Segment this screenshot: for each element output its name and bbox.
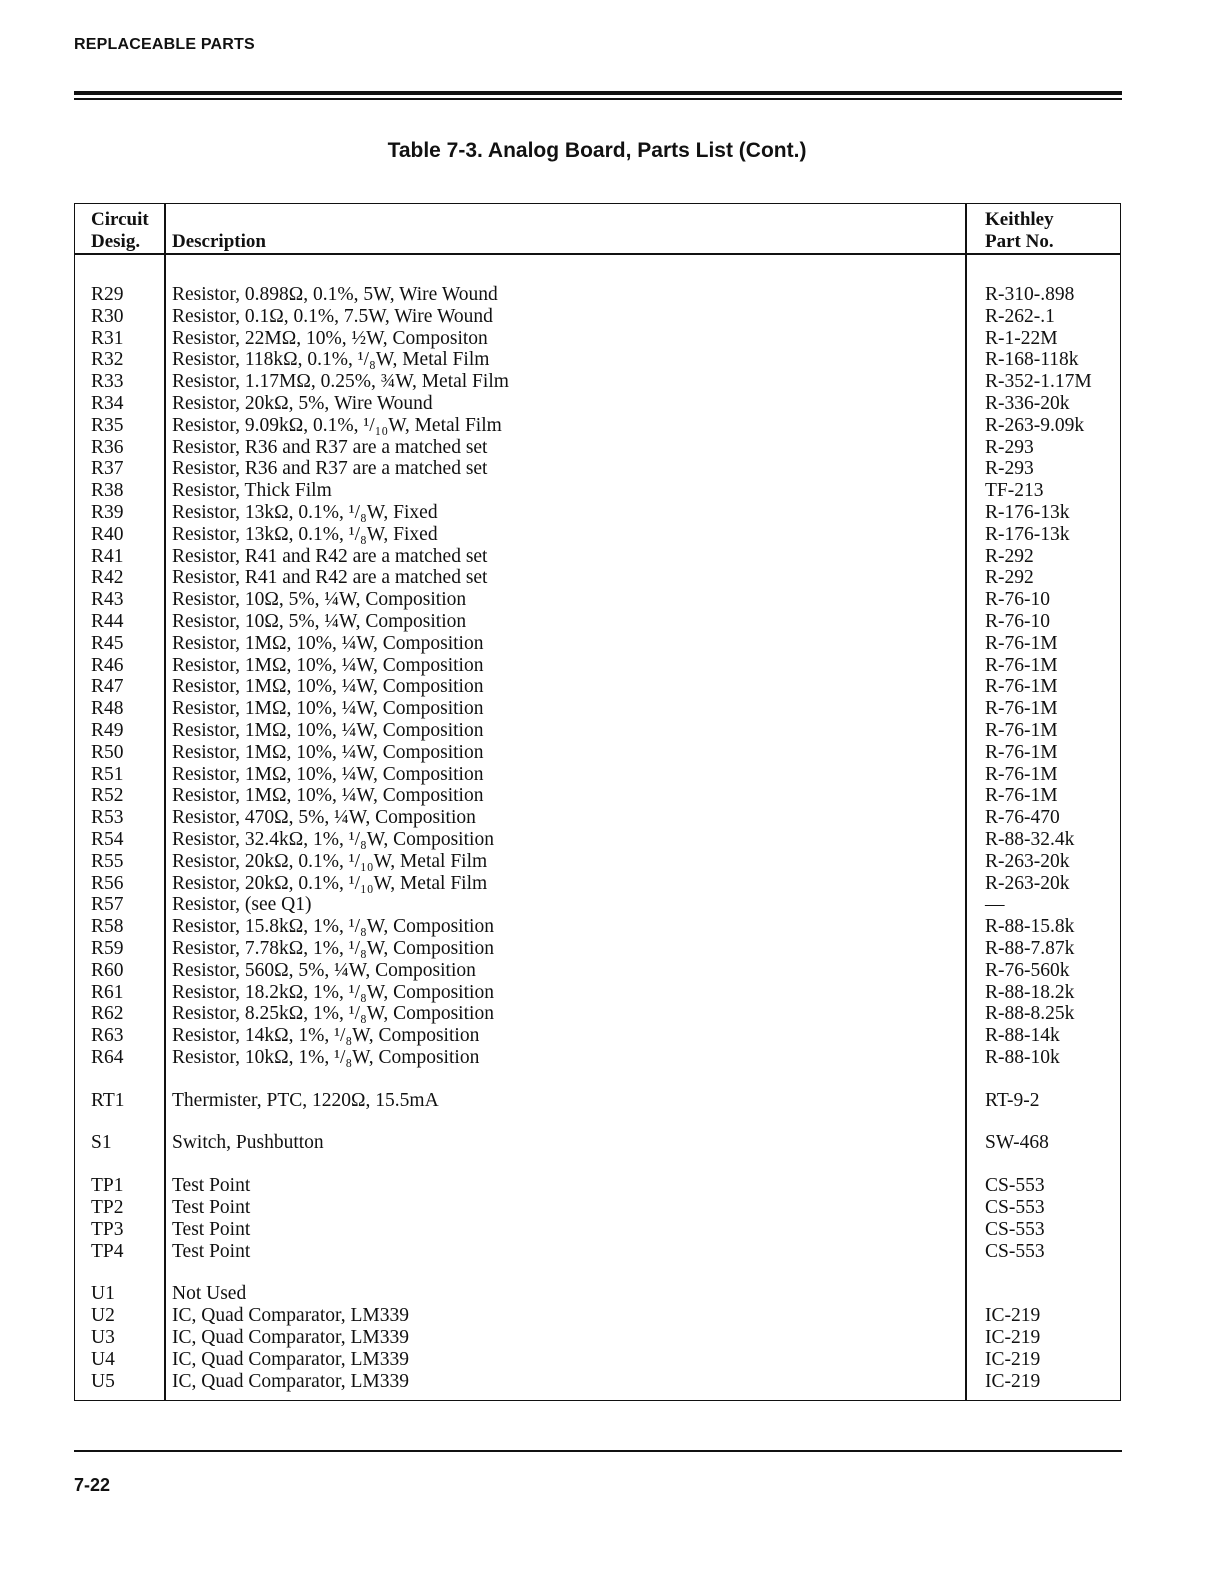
part-number: R-88-18.2k bbox=[985, 981, 1075, 1003]
table-row bbox=[75, 829, 1120, 851]
part-description: Resistor, 13kΩ, 0.1%, ¹/₈W, Fixed bbox=[172, 501, 438, 523]
part-number: R-263-20k bbox=[985, 850, 1070, 872]
table-row bbox=[75, 655, 1120, 677]
part-number: R-176-13k bbox=[985, 501, 1070, 523]
circuit-designator: R45 bbox=[91, 632, 124, 654]
page-number: 7-22 bbox=[74, 1475, 111, 1495]
part-number: CS-553 bbox=[985, 1197, 1045, 1219]
circuit-designator: R30 bbox=[91, 305, 124, 327]
part-number: R-76-10 bbox=[985, 589, 1050, 611]
part-number: SW-468 bbox=[985, 1132, 1049, 1154]
part-number: R-263-20k bbox=[985, 872, 1070, 894]
circuit-designator: R33 bbox=[91, 371, 124, 393]
circuit-designator: R60 bbox=[91, 959, 124, 981]
table-row bbox=[75, 916, 1120, 938]
table-row bbox=[75, 502, 1120, 524]
table-row bbox=[75, 851, 1120, 873]
part-description: Resistor, 20kΩ, 5%, Wire Wound bbox=[172, 392, 433, 414]
part-number: R-76-1M bbox=[985, 785, 1058, 807]
table-row bbox=[75, 1327, 1120, 1349]
part-description: Thermister, PTC, 1220Ω, 15.5mA bbox=[172, 1089, 439, 1111]
part-number: R-352-1.17M bbox=[985, 371, 1092, 393]
part-number: IC-219 bbox=[985, 1348, 1041, 1370]
circuit-designator: R44 bbox=[91, 610, 124, 632]
part-description: Resistor, 470Ω, 5%, ¼W, Composition bbox=[172, 807, 476, 829]
header-rule-thick bbox=[74, 91, 1122, 95]
part-number: — bbox=[985, 894, 1005, 916]
table-row bbox=[75, 720, 1120, 742]
part-description: Test Point bbox=[172, 1175, 251, 1197]
table-row bbox=[75, 894, 1120, 916]
part-number: R-336-20k bbox=[985, 392, 1070, 414]
part-number: R-168-118k bbox=[985, 349, 1079, 371]
circuit-designator: R62 bbox=[91, 1003, 124, 1025]
circuit-designator: R32 bbox=[91, 349, 124, 371]
part-number: R-88-7.87k bbox=[985, 937, 1075, 959]
part-number: RT-9-2 bbox=[985, 1089, 1040, 1111]
part-description: Resistor, 15.8kΩ, 1%, ¹/₈W, Composition bbox=[172, 916, 494, 938]
table-row bbox=[75, 676, 1120, 698]
table-row bbox=[75, 567, 1120, 589]
circuit-designator: R58 bbox=[91, 916, 124, 938]
table-row bbox=[75, 524, 1120, 546]
table-row bbox=[75, 960, 1120, 982]
circuit-designator: R47 bbox=[91, 676, 124, 698]
circuit-designator: R56 bbox=[91, 872, 124, 894]
part-description: Resistor, 9.09kΩ, 0.1%, ¹/₁₀W, Metal Film bbox=[172, 414, 502, 436]
part-description: Resistor, 10Ω, 5%, ¼W, Composition bbox=[172, 589, 467, 611]
part-number: R-310-.898 bbox=[985, 284, 1075, 305]
part-description: Resistor, 18.2kΩ, 1%, ¹/₈W, Composition bbox=[172, 981, 494, 1003]
part-description: IC, Quad Comparator, LM339 bbox=[172, 1305, 409, 1327]
column-header-part bbox=[985, 209, 1054, 253]
circuit-designator: R48 bbox=[91, 698, 124, 720]
part-description: Resistor, 0.898Ω, 0.1%, 5W, Wire Wound bbox=[172, 284, 498, 305]
part-description: Resistor, R36 and R37 are a matched set bbox=[172, 436, 488, 458]
part-description: Resistor, 1MΩ, 10%, ¼W, Composition bbox=[172, 654, 484, 676]
part-description: Resistor, 8.25kΩ, 1%, ¹/₈W, Composition bbox=[172, 1003, 494, 1025]
part-description: IC, Quad Comparator, LM339 bbox=[172, 1348, 409, 1370]
part-number: R-1-22M bbox=[985, 327, 1058, 349]
circuit-designator: R52 bbox=[91, 785, 124, 807]
circuit-designator: R29 bbox=[91, 284, 124, 305]
table-row bbox=[75, 458, 1120, 480]
part-description: Resistor, 1.17MΩ, 0.25%, ¾W, Metal Film bbox=[172, 371, 509, 393]
part-number: CS-553 bbox=[985, 1218, 1045, 1240]
table-row bbox=[75, 284, 1120, 306]
part-description: Resistor, 1MΩ, 10%, ¼W, Composition bbox=[172, 698, 484, 720]
table-row bbox=[75, 873, 1120, 895]
header-divider bbox=[75, 253, 1120, 255]
part-number: TF-213 bbox=[985, 480, 1044, 502]
circuit-designator: R57 bbox=[91, 894, 124, 916]
circuit-designator: R50 bbox=[91, 741, 124, 763]
part-description: Resistor, 1MΩ, 10%, ¼W, Composition bbox=[172, 763, 484, 785]
parts-table bbox=[74, 203, 1121, 1401]
part-number: R-76-1M bbox=[985, 676, 1058, 698]
table-row bbox=[75, 1132, 1120, 1154]
part-description: Resistor, 0.1Ω, 0.1%, 7.5W, Wire Wound bbox=[172, 305, 493, 327]
table-body bbox=[75, 284, 1120, 1392]
part-description: IC, Quad Comparator, LM339 bbox=[172, 1327, 409, 1349]
circuit-designator: TP2 bbox=[91, 1197, 124, 1219]
part-number: R-176-13k bbox=[985, 523, 1070, 545]
part-number: R-293 bbox=[985, 436, 1034, 458]
table-row bbox=[75, 764, 1120, 786]
circuit-designator: U3 bbox=[91, 1327, 115, 1349]
column-header-line: Desig. bbox=[91, 231, 141, 252]
table-row bbox=[75, 982, 1120, 1004]
part-description: Resistor, (see Q1) bbox=[172, 894, 312, 916]
part-description: Resistor, 10kΩ, 1%, ¹/₈W, Composition bbox=[172, 1046, 480, 1068]
part-description: Resistor, 560Ω, 5%, ¼W, Composition bbox=[172, 959, 476, 981]
part-number: R-76-1M bbox=[985, 654, 1058, 676]
table-row bbox=[75, 306, 1120, 328]
circuit-designator: U5 bbox=[91, 1370, 115, 1392]
table-row bbox=[75, 437, 1120, 459]
table-row bbox=[75, 589, 1120, 611]
column-header-line: Keithley bbox=[985, 209, 1054, 230]
table-row bbox=[75, 1003, 1120, 1025]
header-rule-thin bbox=[74, 98, 1122, 100]
part-description: Resistor, 1MΩ, 10%, ¼W, Composition bbox=[172, 632, 484, 654]
part-number: R-88-14k bbox=[985, 1025, 1060, 1047]
part-description: Resistor, 1MΩ, 10%, ¼W, Composition bbox=[172, 719, 484, 741]
part-description: Not Used bbox=[172, 1283, 247, 1305]
circuit-designator: R43 bbox=[91, 589, 124, 611]
table-row bbox=[75, 415, 1120, 437]
section-heading: REPLACEABLE PARTS bbox=[74, 36, 255, 53]
circuit-designator: S1 bbox=[91, 1132, 112, 1154]
table-row bbox=[75, 349, 1120, 371]
part-number: R-292 bbox=[985, 545, 1034, 567]
part-description: Resistor, 20kΩ, 0.1%, ¹/₁₀W, Metal Film bbox=[172, 850, 488, 872]
part-description: Resistor, 14kΩ, 1%, ¹/₈W, Composition bbox=[172, 1025, 480, 1047]
table-row bbox=[75, 938, 1120, 960]
circuit-designator: R49 bbox=[91, 719, 124, 741]
circuit-designator: U2 bbox=[91, 1305, 115, 1327]
part-description: Resistor, 1MΩ, 10%, ¼W, Composition bbox=[172, 676, 484, 698]
circuit-designator: R54 bbox=[91, 828, 124, 850]
circuit-designator: TP4 bbox=[91, 1240, 124, 1262]
part-number: R-76-560k bbox=[985, 959, 1070, 981]
circuit-designator: R35 bbox=[91, 414, 124, 436]
part-description: Resistor, 13kΩ, 0.1%, ¹/₈W, Fixed bbox=[172, 523, 438, 545]
part-description: Resistor, 1MΩ, 10%, ¼W, Composition bbox=[172, 741, 484, 763]
part-number: R-76-1M bbox=[985, 763, 1058, 785]
table-row bbox=[75, 742, 1120, 764]
circuit-designator: R40 bbox=[91, 523, 124, 545]
part-description: Resistor, 22MΩ, 10%, ½W, Compositon bbox=[172, 327, 488, 349]
part-description: Resistor, 20kΩ, 0.1%, ¹/₁₀W, Metal Film bbox=[172, 872, 488, 894]
column-header-line: Circuit bbox=[91, 209, 149, 230]
table-row bbox=[75, 1305, 1120, 1327]
circuit-designator: R53 bbox=[91, 807, 124, 829]
column-header-circuit bbox=[91, 209, 149, 253]
circuit-designator: R41 bbox=[91, 545, 124, 567]
table-row bbox=[75, 807, 1120, 829]
part-number: R-88-8.25k bbox=[985, 1003, 1075, 1025]
column-header-line: Part No. bbox=[985, 231, 1054, 252]
part-number: R-88-32.4k bbox=[985, 828, 1075, 850]
table-row bbox=[75, 1241, 1120, 1263]
circuit-designator: R63 bbox=[91, 1025, 124, 1047]
part-number: IC-219 bbox=[985, 1370, 1041, 1392]
part-number: R-262-.1 bbox=[985, 305, 1055, 327]
table-row bbox=[75, 546, 1120, 568]
table-row bbox=[75, 1175, 1120, 1197]
circuit-designator: R42 bbox=[91, 567, 124, 589]
part-description: Resistor, R41 and R42 are a matched set bbox=[172, 567, 488, 589]
table-row bbox=[75, 371, 1120, 393]
part-number: R-76-470 bbox=[985, 807, 1060, 829]
table-title: Table 7-3. Analog Board, Parts List (Cont.) bbox=[387, 139, 807, 162]
part-description: Resistor, 7.78kΩ, 1%, ¹/₈W, Composition bbox=[172, 937, 494, 959]
circuit-designator: R59 bbox=[91, 937, 124, 959]
part-number: R-76-10 bbox=[985, 610, 1050, 632]
part-description: Resistor, 1MΩ, 10%, ¼W, Composition bbox=[172, 785, 484, 807]
table-row bbox=[75, 1047, 1120, 1069]
part-description: IC, Quad Comparator, LM339 bbox=[172, 1370, 409, 1392]
part-number: R-76-1M bbox=[985, 632, 1058, 654]
table-row bbox=[75, 1283, 1120, 1305]
circuit-designator: U4 bbox=[91, 1348, 115, 1370]
table-row bbox=[75, 785, 1120, 807]
circuit-designator: R64 bbox=[91, 1046, 124, 1068]
part-number: R-263-9.09k bbox=[985, 414, 1085, 436]
circuit-designator: TP1 bbox=[91, 1175, 124, 1197]
part-number: R-76-1M bbox=[985, 741, 1058, 763]
circuit-designator: R46 bbox=[91, 654, 124, 676]
circuit-designator: R36 bbox=[91, 436, 124, 458]
part-number: R-88-15.8k bbox=[985, 916, 1075, 938]
table-row bbox=[75, 698, 1120, 720]
part-description: Resistor, Thick Film bbox=[172, 480, 332, 502]
part-number: R-293 bbox=[985, 458, 1034, 480]
circuit-designator: TP3 bbox=[91, 1218, 124, 1240]
part-number: CS-553 bbox=[985, 1240, 1045, 1262]
part-description: Test Point bbox=[172, 1240, 251, 1262]
table-row bbox=[75, 393, 1120, 415]
part-number: CS-553 bbox=[985, 1175, 1045, 1197]
circuit-designator: R61 bbox=[91, 981, 124, 1003]
part-description: Resistor, 32.4kΩ, 1%, ¹/₈W, Composition bbox=[172, 828, 494, 850]
part-number: IC-219 bbox=[985, 1327, 1041, 1349]
circuit-designator: R38 bbox=[91, 480, 124, 502]
table-row bbox=[75, 1349, 1120, 1371]
circuit-designator: RT1 bbox=[91, 1089, 125, 1111]
table-row bbox=[75, 1219, 1120, 1241]
part-number: R-76-1M bbox=[985, 698, 1058, 720]
table-row bbox=[75, 611, 1120, 633]
table-row bbox=[75, 328, 1120, 350]
circuit-designator: R31 bbox=[91, 327, 124, 349]
part-number: R-292 bbox=[985, 567, 1034, 589]
part-description: Resistor, 10Ω, 5%, ¼W, Composition bbox=[172, 610, 467, 632]
part-description: Test Point bbox=[172, 1197, 251, 1219]
part-description: Resistor, R41 and R42 are a matched set bbox=[172, 545, 488, 567]
table-row bbox=[75, 633, 1120, 655]
circuit-designator: R55 bbox=[91, 850, 124, 872]
circuit-designator: R37 bbox=[91, 458, 124, 480]
circuit-designator: R34 bbox=[91, 392, 124, 414]
part-description: Switch, Pushbutton bbox=[172, 1132, 324, 1154]
circuit-designator: R51 bbox=[91, 763, 124, 785]
table-row bbox=[75, 1090, 1120, 1112]
part-number: R-76-1M bbox=[985, 719, 1058, 741]
part-description: Resistor, R36 and R37 are a matched set bbox=[172, 458, 488, 480]
table-row bbox=[75, 1025, 1120, 1047]
footer-rule bbox=[74, 1450, 1122, 1452]
part-number: IC-219 bbox=[985, 1305, 1041, 1327]
table-row bbox=[75, 480, 1120, 502]
column-header-description: Description bbox=[172, 231, 266, 252]
part-number: R-88-10k bbox=[985, 1046, 1060, 1068]
part-description: Resistor, 118kΩ, 0.1%, ¹/₈W, Metal Film bbox=[172, 349, 490, 371]
part-description: Test Point bbox=[172, 1218, 251, 1240]
table-row bbox=[75, 1197, 1120, 1219]
circuit-designator: R39 bbox=[91, 501, 124, 523]
table-row bbox=[75, 1371, 1120, 1393]
circuit-designator: U1 bbox=[91, 1283, 115, 1305]
